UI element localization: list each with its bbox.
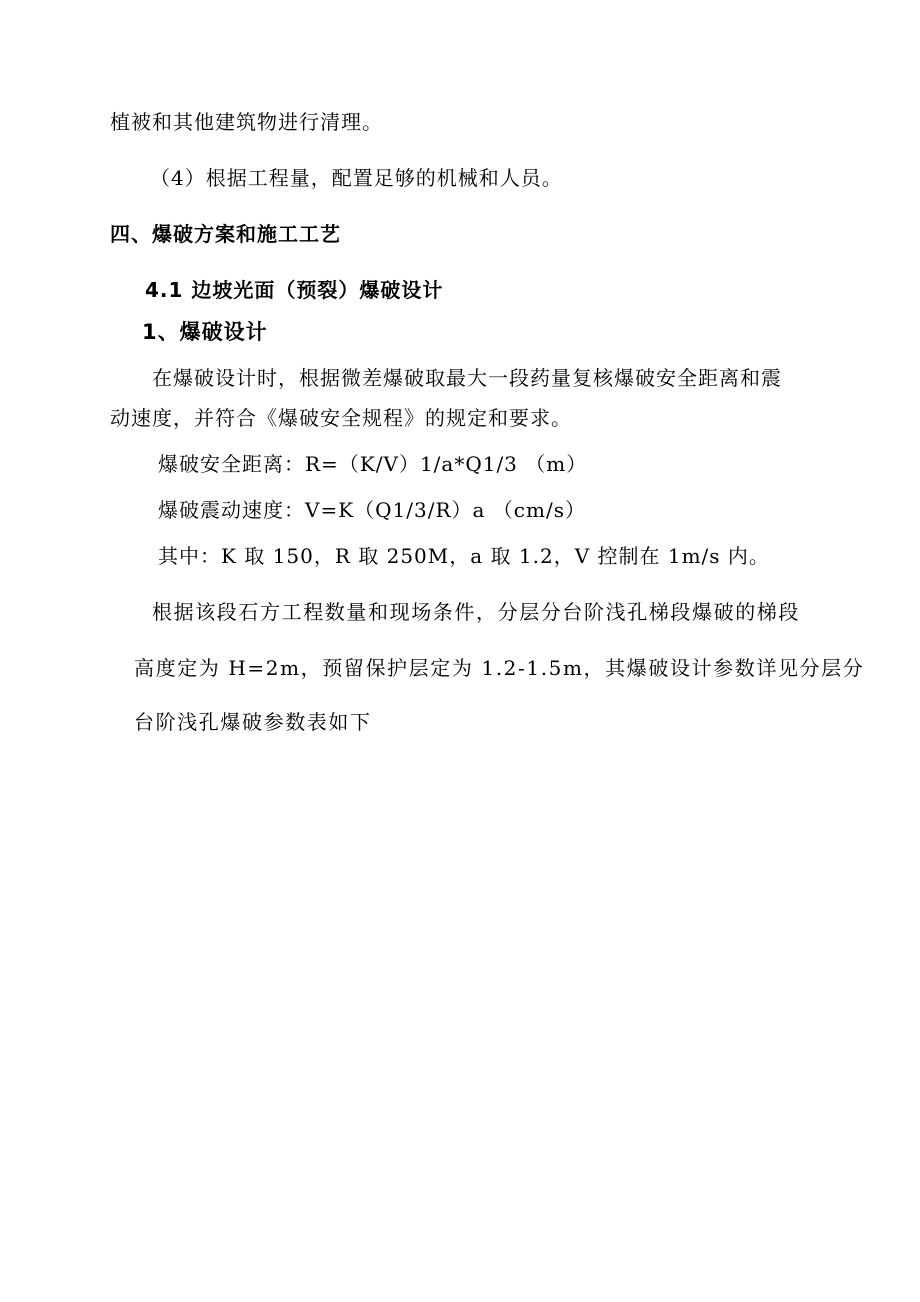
paragraph-line: 根据该段石方工程数量和现场条件，分层分台阶浅孔梯段爆破的梯段 [152,600,800,624]
paragraph-line: 动速度，并符合《爆破安全规程》的规定和要求。 [110,406,572,430]
list-item-4: （4）根据工程量，配置足够的机械和人员。 [150,166,563,190]
paragraph-line: 台阶浅孔爆破参数表如下 [134,710,372,734]
formula-vibration-velocity: 爆破震动速度：V=K（Q1/3/R）a （cm/s） [158,498,586,522]
section-heading-4: 四、爆破方案和施工工艺 [110,222,341,246]
subsection-heading-4-1: 4.1 边坡光面（预裂）爆破设计 [145,278,444,302]
parameter-values: 其中：K 取 150，R 取 250M，a 取 1.2，V 控制在 1m/s 内。 [158,544,770,568]
paragraph-line: 在爆破设计时，根据微差爆破取最大一段药量复核爆破安全距离和震 [152,366,782,390]
formula-safety-distance: 爆破安全距离：R=（K/V）1/a*Q1/3 （m） [158,452,588,476]
paragraph-line: 高度定为 H=2m，预留保护层定为 1.2-1.5m，其爆破设计参数详见分层分 [134,656,865,680]
paragraph-continued-text: 植被和其他建筑物进行清理。 [110,110,383,134]
subsubsection-heading-1: 1、爆破设计 [142,320,268,344]
